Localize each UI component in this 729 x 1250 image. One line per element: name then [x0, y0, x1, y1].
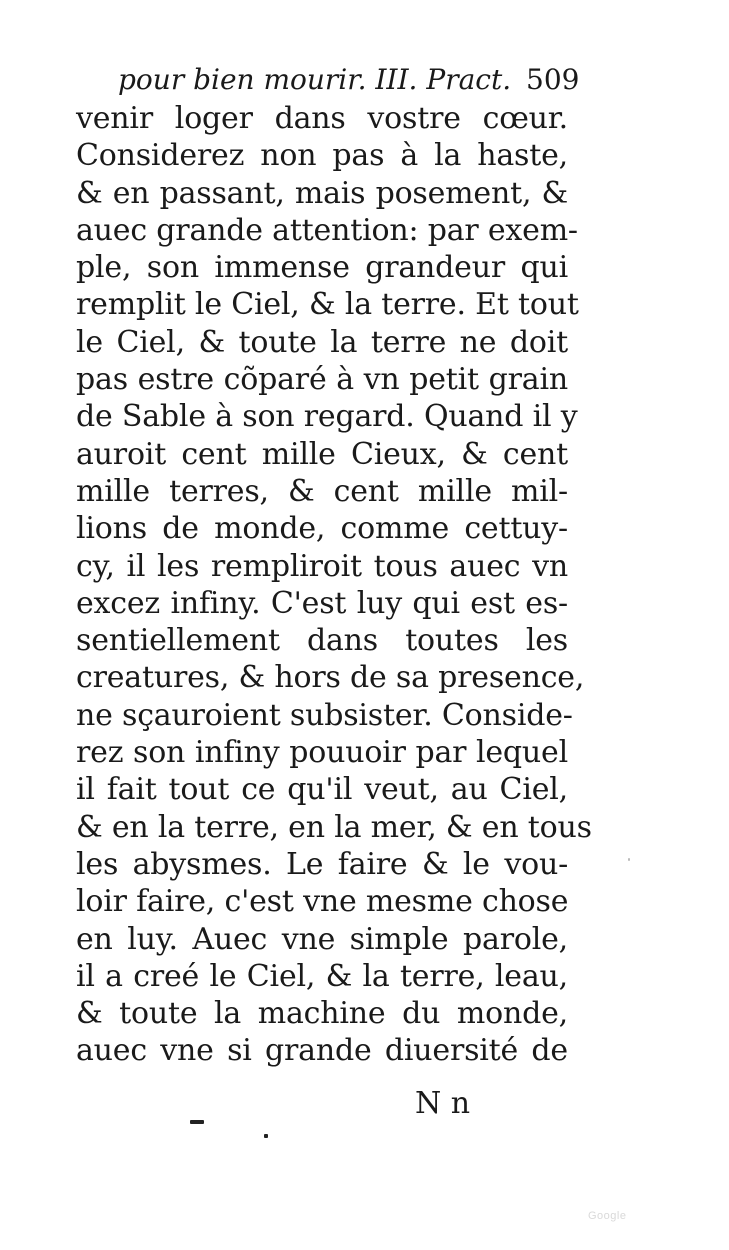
text-line: pas estre cõparé à vn petit grain — [76, 362, 568, 398]
text-line: & toute la machine du monde, — [76, 996, 568, 1032]
text-line: en luy. Auec vne simple parole, — [76, 921, 568, 957]
running-header — [118, 62, 578, 98]
text-line: cy, il les rempliroit tous auec vn — [76, 548, 568, 584]
text-line: venir loger dans vostre cœur. — [76, 101, 568, 136]
ink-speck — [264, 1134, 268, 1138]
text-line: le Ciel, & toute la terre ne doit — [76, 324, 568, 360]
text-line: sentiellement dans toutes les — [76, 623, 568, 659]
text-line: de Sable à son regard. Quand il y — [76, 399, 578, 435]
text-line: auec grande attention: par exem- — [76, 212, 578, 248]
text-line: loir faire, c'est vne mesme chose — [76, 884, 569, 920]
text-line: Considerez non pas à la haste, — [76, 138, 568, 174]
page-number: 509 — [526, 63, 580, 96]
ink-speck — [628, 858, 630, 861]
text-line: rez son infiny pouuoir par lequel — [76, 735, 568, 771]
text-line: les abysmes. Le faire & le vou- — [76, 846, 568, 882]
text-line: auroit cent mille Cieux, & cent — [76, 436, 568, 472]
text-line: ple, son immense grandeur qui — [76, 250, 568, 286]
text-line: creatures, & hors de sa presence, — [76, 660, 585, 696]
text-line: & en la terre, en la mer, & en tous — [76, 809, 592, 845]
text-line: excez infiny. C'est luy qui est es- — [76, 585, 568, 621]
page-body — [76, 100, 592, 1070]
text-line: remplit le Ciel, & la terre. Et tout — [76, 287, 579, 323]
text-line: auec vne si grande diuersité de — [76, 1033, 568, 1069]
scan-watermark: Google — [588, 1210, 627, 1222]
catchword: N n — [415, 1086, 471, 1121]
text-line: & en passant, mais posement, & — [76, 175, 568, 211]
text-line: il fait tout ce qu'il veut, au Ciel, — [76, 772, 568, 808]
text-line: mille terres, & cent mille mil- — [76, 473, 568, 509]
text-line: lions de monde, comme cettuy- — [76, 511, 568, 547]
text-line: il a creé le Ciel, & la terre, leau, — [76, 958, 568, 994]
text-line: ne sçauroient subsister. Conside- — [76, 697, 573, 733]
ink-speck — [190, 1120, 204, 1124]
running-title: pour bien mourir. III. Pract. — [118, 63, 512, 96]
